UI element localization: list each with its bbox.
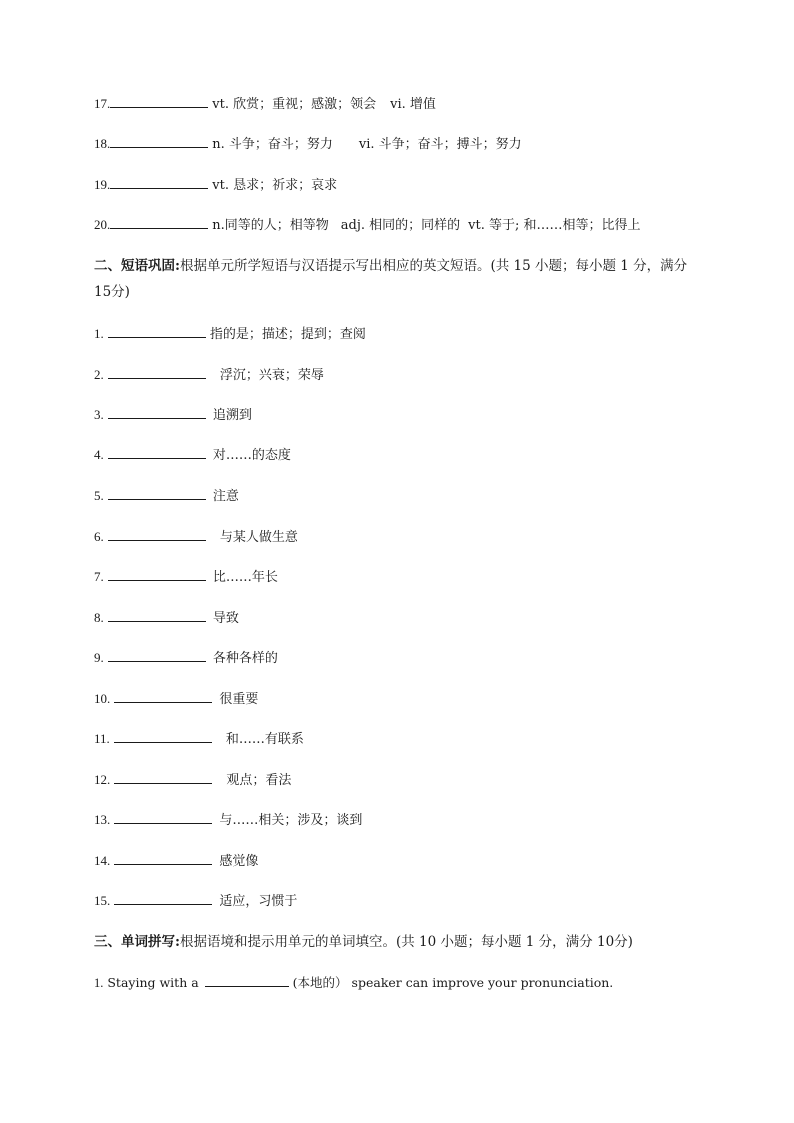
answer-blank[interactable] [108,566,206,581]
phrase-hint: 感觉像 [219,854,259,869]
item-number: 17. [94,96,111,111]
answer-blank[interactable] [108,526,206,541]
definition: vt. 恳求；祈求；哀求 [212,178,338,193]
section-heading: 二、短语巩固: [94,258,180,274]
item-number: 9. [94,650,104,665]
answer-blank[interactable] [108,647,206,662]
phrase-item [94,321,704,348]
item-number: 18. [94,136,111,151]
answer-blank[interactable] [114,809,212,824]
phrase-hint: 与……相关；涉及；谈到 [219,813,363,828]
item-number: 1. [94,976,104,990]
section-2-header [94,253,704,305]
answer-blank[interactable] [205,972,289,987]
item-number: 5. [94,488,104,503]
phrase-hint: 追溯到 [212,408,252,423]
phrase-hint: 观点；看法 [226,773,292,788]
definition: adj. 相同的；同样的 [340,218,461,233]
section-instructions: 根据单元所学短语与汉语提示写出相应的英文短语。(共 15 小题；每小题 1 分，满分 15分) [94,258,688,300]
section-heading: 三、单词拼写: [94,934,180,950]
answer-blank[interactable] [108,404,206,419]
answer-blank[interactable] [110,174,208,189]
phrase-item [94,483,704,510]
answer-blank[interactable] [114,728,212,743]
section-instructions: 根据语境和提示用单元的单词填空。(共 10 小题；每小题 1 分，满分 10分) [179,934,633,950]
answer-blank[interactable] [108,364,206,379]
item-number: 13. [94,812,111,827]
answer-blank[interactable] [108,607,206,622]
definition: vi. 增值 [390,97,436,112]
phrase-item [94,645,704,672]
answer-blank[interactable] [108,485,206,500]
phrase-hint: 适应，习惯于 [219,894,298,909]
section-3-header [94,929,704,955]
answer-blank[interactable] [114,850,212,865]
item-number: 4. [94,447,104,462]
vocab-item-20 [94,212,704,239]
word-hint: (本地的） [292,975,348,990]
phrase-item [94,402,704,429]
answer-blank[interactable] [114,688,212,703]
answer-blank[interactable] [110,133,208,148]
phrase-item [94,726,704,753]
phrase-item [94,605,704,632]
definition: vt. 欣赏；重视；感激；领会 [212,97,377,112]
phrase-hint: 导致 [212,611,239,626]
item-number: 20. [94,217,111,232]
phrase-hint: 指的是；描述；提到；查阅 [209,327,366,342]
item-number: 6. [94,529,104,544]
phrase-item [94,442,704,469]
phrase-hint: 浮沉；兴衰；荣辱 [219,368,324,383]
sentence-after: speaker can improve your pronunciation. [351,975,614,990]
phrase-item [94,686,704,713]
item-number: 1. [94,326,104,341]
item-number: 3. [94,407,104,422]
item-number: 12. [94,772,111,787]
phrase-item [94,848,704,875]
item-number: 11. [94,731,110,746]
phrase-hint: 很重要 [219,692,259,707]
answer-blank[interactable] [108,323,206,338]
definition: vi. 斗争；奋斗；搏斗；努力 [358,137,522,152]
answer-blank[interactable] [110,93,208,108]
definition: n. 斗争；奋斗；努力 [212,137,333,152]
spelling-item [94,970,704,996]
vocab-item-17 [94,91,704,118]
phrase-hint: 各种各样的 [212,651,278,666]
phrase-item [94,564,704,591]
item-number: 8. [94,610,104,625]
answer-blank[interactable] [110,214,208,229]
phrase-hint: 和……有联系 [225,732,304,747]
phrase-hint: 比……年长 [212,570,278,585]
phrase-item [94,524,704,551]
answer-blank[interactable] [114,769,212,784]
phrase-item [94,807,704,834]
item-number: 14. [94,853,111,868]
vocab-item-18 [94,131,704,158]
answer-blank[interactable] [114,890,212,905]
definition: n.同等的人；相等物 [212,218,329,233]
item-number: 7. [94,569,104,584]
phrase-hint: 与某人做生意 [219,530,298,545]
sentence-before: Staying with a [107,975,199,990]
item-number: 2. [94,367,104,382]
phrase-item [94,767,704,794]
phrase-item [94,362,704,389]
item-number: 10. [94,691,111,706]
phrase-hint: 注意 [212,489,239,504]
definition: vt. 等于; 和……相等；比得上 [468,218,641,233]
answer-blank[interactable] [108,444,206,459]
vocab-item-19 [94,172,704,199]
item-number: 15. [94,893,111,908]
phrase-hint: 对……的态度 [212,448,291,463]
phrase-item [94,888,704,915]
item-number: 19. [94,177,111,192]
